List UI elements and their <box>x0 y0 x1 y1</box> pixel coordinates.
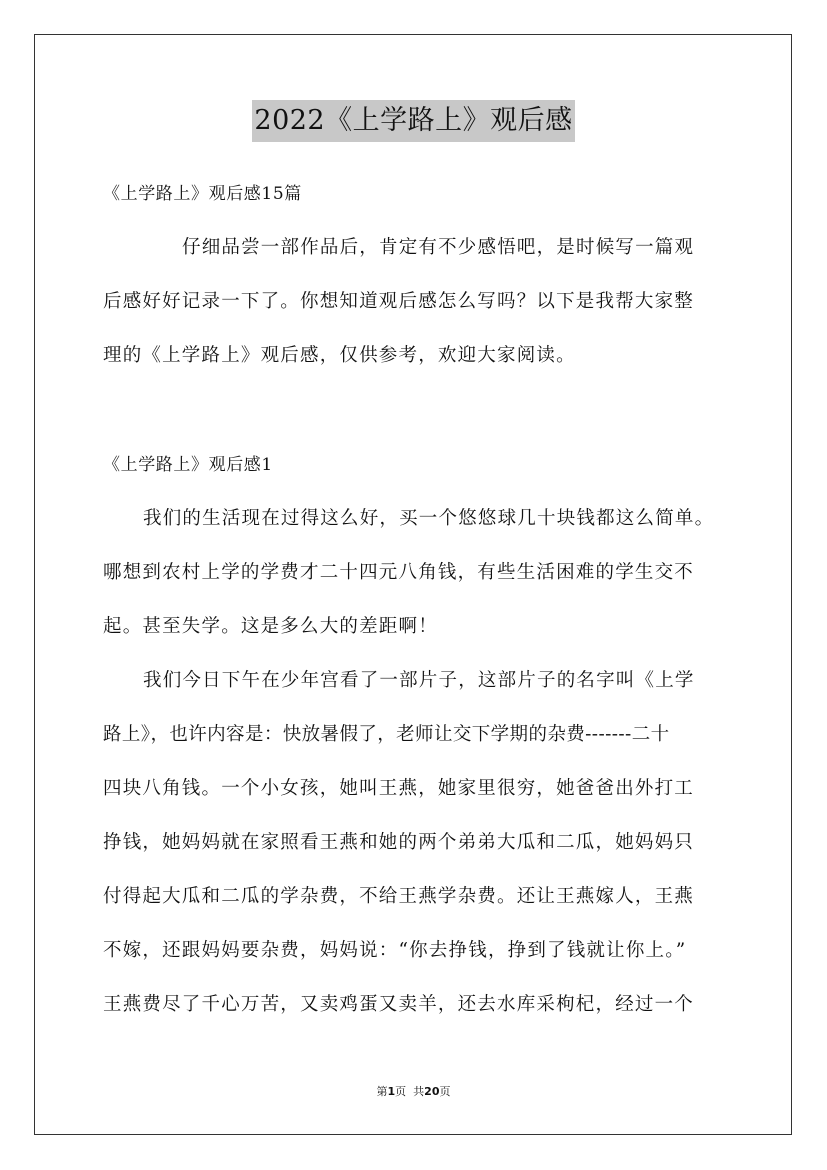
body-line-7: 挣钱，她妈妈就在家照看王燕和她的两个弟弟大瓜和二瓜，她妈妈只 <box>103 832 695 853</box>
intro-line-2: 后感好好记录一下了。你想知道观后感怎么写吗？以下是我帮大家整 <box>103 291 695 312</box>
section-heading: 《上学路上》观后感1 <box>103 455 273 475</box>
document-subtitle: 《上学路上》观后感15篇 <box>103 184 302 204</box>
body-line-8: 付得起大瓜和二瓜的学杂费，不给王燕学杂费。还让王燕嫁人，王燕 <box>103 886 695 907</box>
footer-page-current: 1 <box>387 1085 396 1098</box>
body-line-1: 我们的生活现在过得这么好，买一个悠悠球几十块钱都这么简单。 <box>143 508 715 529</box>
title-container <box>0 100 827 142</box>
body-line-6: 四块八角钱。一个小女孩，她叫王燕，她家里很穷，她爸爸出外打工 <box>103 778 695 799</box>
page-footer <box>0 1083 827 1099</box>
footer-page-prefix: 第 <box>376 1085 388 1098</box>
body-line-9: 不嫁，还跟妈妈要杂费，妈妈说：“你去挣钱，挣到了钱就让你上。” <box>103 940 687 961</box>
body-line-5: 路上》，也许内容是：快放暑假了，老师让交下学期的杂费-------二十 <box>103 724 670 745</box>
body-line-2: 哪想到农村上学的学费才二十四元八角钱，有些生活困难的学生交不 <box>103 562 695 583</box>
footer-page-total: 20 <box>424 1085 440 1098</box>
intro-line-1: 仔细品尝一部作品后，肯定有不少感悟吧，是时候写一篇观 <box>182 237 695 258</box>
body-line-3: 起。甚至失学。这是多么大的差距啊！ <box>103 616 438 637</box>
footer-page-mid: 页 共 <box>395 1085 425 1098</box>
body-line-10: 王燕费尽了千心万苦，又卖鸡蛋又卖羊，还去水库采枸杞，经过一个 <box>103 994 695 1015</box>
footer-page-suffix: 页 <box>439 1085 451 1098</box>
document-title: 2022《上学路上》观后感 <box>252 100 574 142</box>
intro-line-3: 理的《上学路上》观后感，仅供参考，欢迎大家阅读。 <box>103 345 576 366</box>
body-line-4: 我们今日下午在少年宫看了一部片子，这部片子的名字叫《上学 <box>143 670 695 691</box>
